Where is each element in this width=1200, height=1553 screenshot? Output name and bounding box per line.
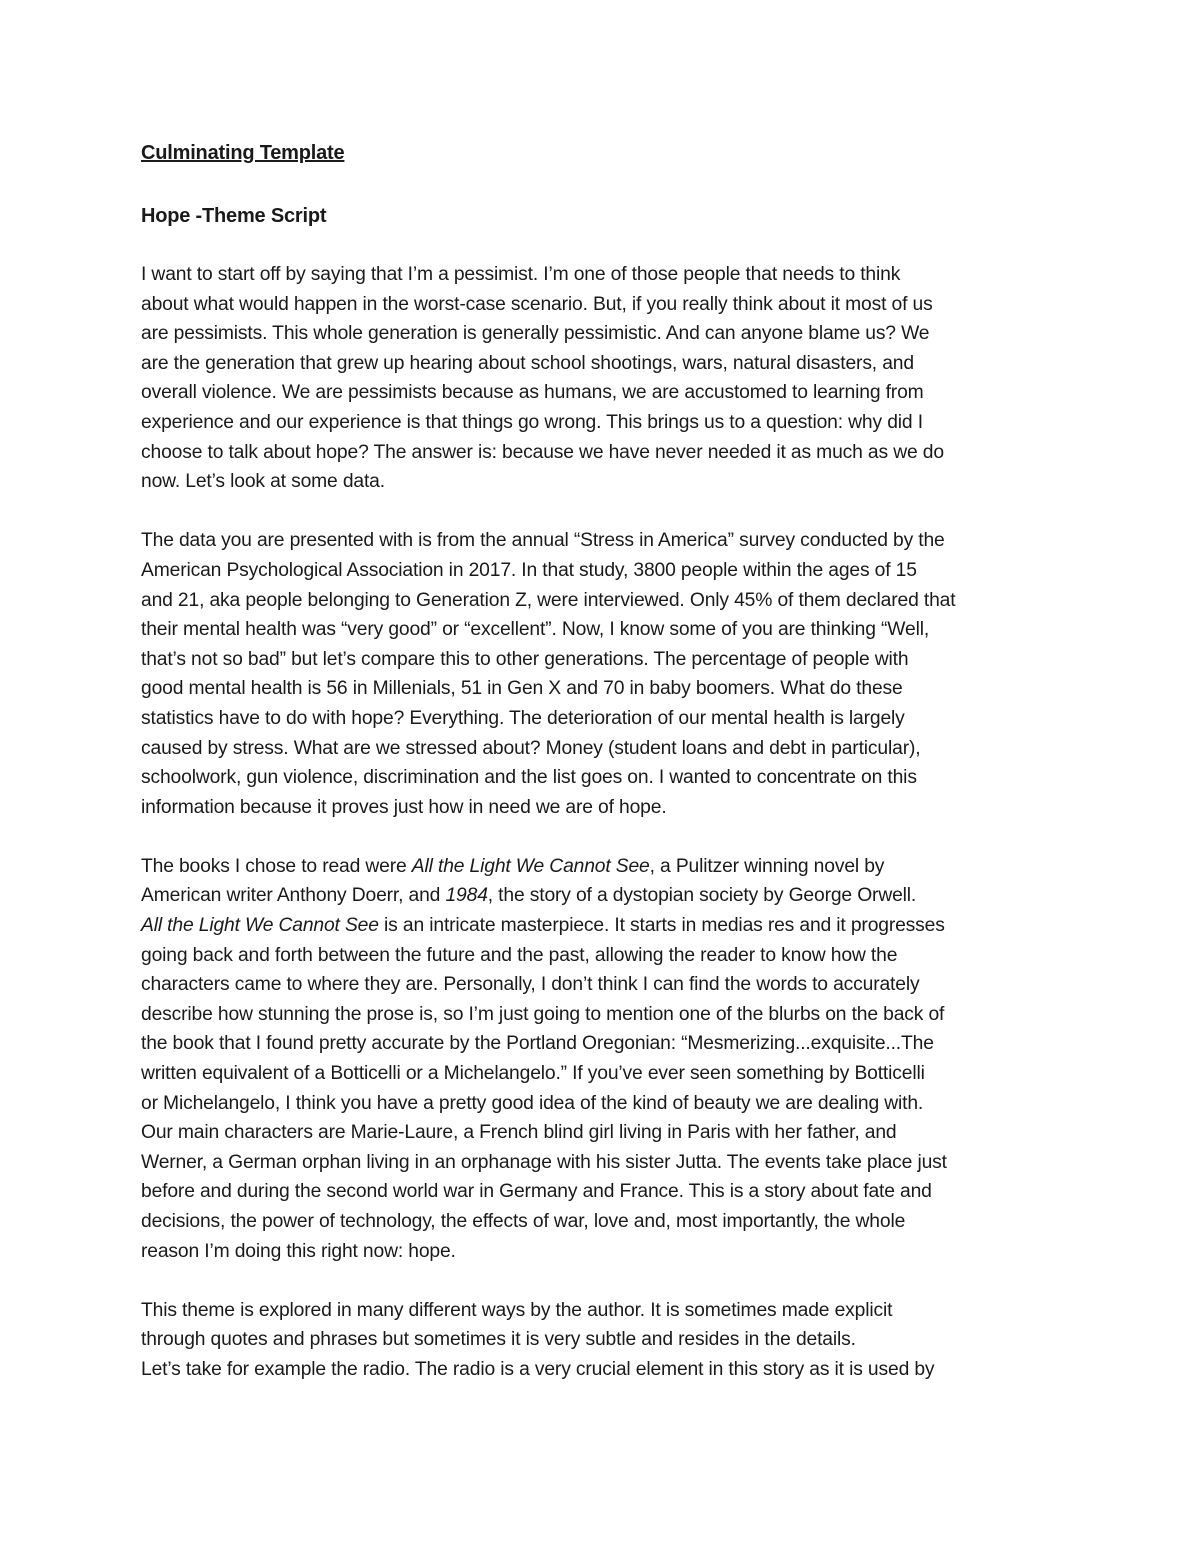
text-line: statistics have to do with hope? Everything. The deterioration of our mental health is largely <box>141 707 905 729</box>
paragraph-theme <box>141 1296 1066 1385</box>
text-run: American writer Anthony Doerr, and <box>141 885 446 907</box>
text-line: Let’s take for example the radio. The radio is a very crucial element in this story as it is used by <box>141 1358 935 1380</box>
text-line: going back and forth between the future and the past, allowing the reader to know how the <box>141 944 898 966</box>
text-line: and 21, aka people belonging to Generation Z, were interviewed. Only 45% of them declared that <box>141 589 956 611</box>
text-line: I want to start off by saying that I’m a pessimist. I’m one of those people that needs to think <box>141 264 901 285</box>
text-line <box>141 881 1066 911</box>
text-line: describe how stunning the prose is, so I’m just going to mention one of the blurbs on the back of <box>141 1003 945 1025</box>
text-line: are pessimists. This whole generation is generally pessimistic. And can anyone blame us? We <box>141 323 930 345</box>
document-page <box>141 138 1066 1385</box>
text-line: schoolwork, gun violence, discrimination and the list goes on. I wanted to concentrate on this <box>141 767 917 789</box>
text-run: , a Pulitzer winning novel by <box>649 855 885 877</box>
text-line: characters came to where they are. Personally, I don’t think I can find the words to accurately <box>141 974 920 996</box>
document-subtitle: Hope -Theme Script <box>141 205 327 227</box>
text-line: are the generation that grew up hearing about school shootings, wars, natural disasters, and <box>141 352 914 374</box>
text-line: choose to talk about hope? The answer is: because we have never needed it as much as we do <box>141 441 944 463</box>
text-line <box>141 911 1066 941</box>
text-line: through quotes and phrases but sometimes it is very subtle and resides in the details. <box>141 1329 856 1351</box>
text-line: Werner, a German orphan living in an orphanage with his sister Jutta. The events take place just <box>141 1151 947 1173</box>
text-line: caused by stress. What are we stressed about? Money (student loans and debt in particular), <box>141 737 921 759</box>
text-line: American Psychological Association in 2017. In that study, 3800 people within the ages of 15 <box>141 559 917 581</box>
book-title: 1984 <box>445 885 488 907</box>
document-title: Culminating Template <box>141 142 345 164</box>
text-run: is an intricate masterpiece. It starts in medias res and it progresses <box>378 915 945 937</box>
text-line: This theme is explored in many different ways by the author. It is sometimes made explicit <box>141 1299 893 1321</box>
text-line: written equivalent of a Botticelli or a Michelangelo.” If you’ve ever seen something by Botticelli <box>141 1063 925 1085</box>
text-run: The books I chose to read were <box>141 855 412 877</box>
text-run: , the story of a dystopian society by George Orwell. <box>487 885 917 907</box>
text-line: decisions, the power of technology, the effects of war, love and, most importantly, the whole <box>141 1211 906 1232</box>
book-title: All the Light We Cannot See <box>411 855 650 877</box>
text-line: that’s not so bad” but let’s compare this to other generations. The percentage of people with <box>141 648 909 670</box>
book-title: All the Light We Cannot See <box>141 915 379 937</box>
text-line: experience and our experience is that things go wrong. This brings us to a question: why did I <box>141 411 923 433</box>
paragraph-books <box>141 852 1066 1266</box>
text-line: before and during the second world war in Germany and France. This is a story about fate and <box>141 1181 932 1203</box>
text-line: reason I’m doing this right now: hope. <box>141 1240 456 1262</box>
text-line: the book that I found pretty accurate by the Portland Oregonian: “Mesmerizing...exquisite...The <box>141 1033 934 1055</box>
text-line: information because it proves just how in need we are of hope. <box>141 796 667 818</box>
text-line: or Michelangelo, I think you have a pretty good idea of the kind of beauty we are dealing with. <box>141 1092 924 1114</box>
text-line <box>141 852 1066 882</box>
text-line: overall violence. We are pessimists because as humans, we are accustomed to learning from <box>141 382 924 404</box>
text-line: good mental health is 56 in Millenials, 51 in Gen X and 70 in baby boomers. What do these <box>141 678 903 700</box>
text-line: about what would happen in the worst-case scenario. But, if you really think about it most of us <box>141 293 933 315</box>
text-line: The data you are presented with is from the annual “Stress in America” survey conducted by the <box>141 530 945 552</box>
text-line: their mental health was “very good” or “excellent”. Now, I know some of you are thinking “Well, <box>141 619 930 641</box>
paragraph-intro <box>141 260 1066 497</box>
text-line: now. Let’s look at some data. <box>141 471 385 493</box>
text-line: Our main characters are Marie-Laure, a French blind girl living in Paris with her father, and <box>141 1122 897 1144</box>
paragraph-data <box>141 526 1066 822</box>
